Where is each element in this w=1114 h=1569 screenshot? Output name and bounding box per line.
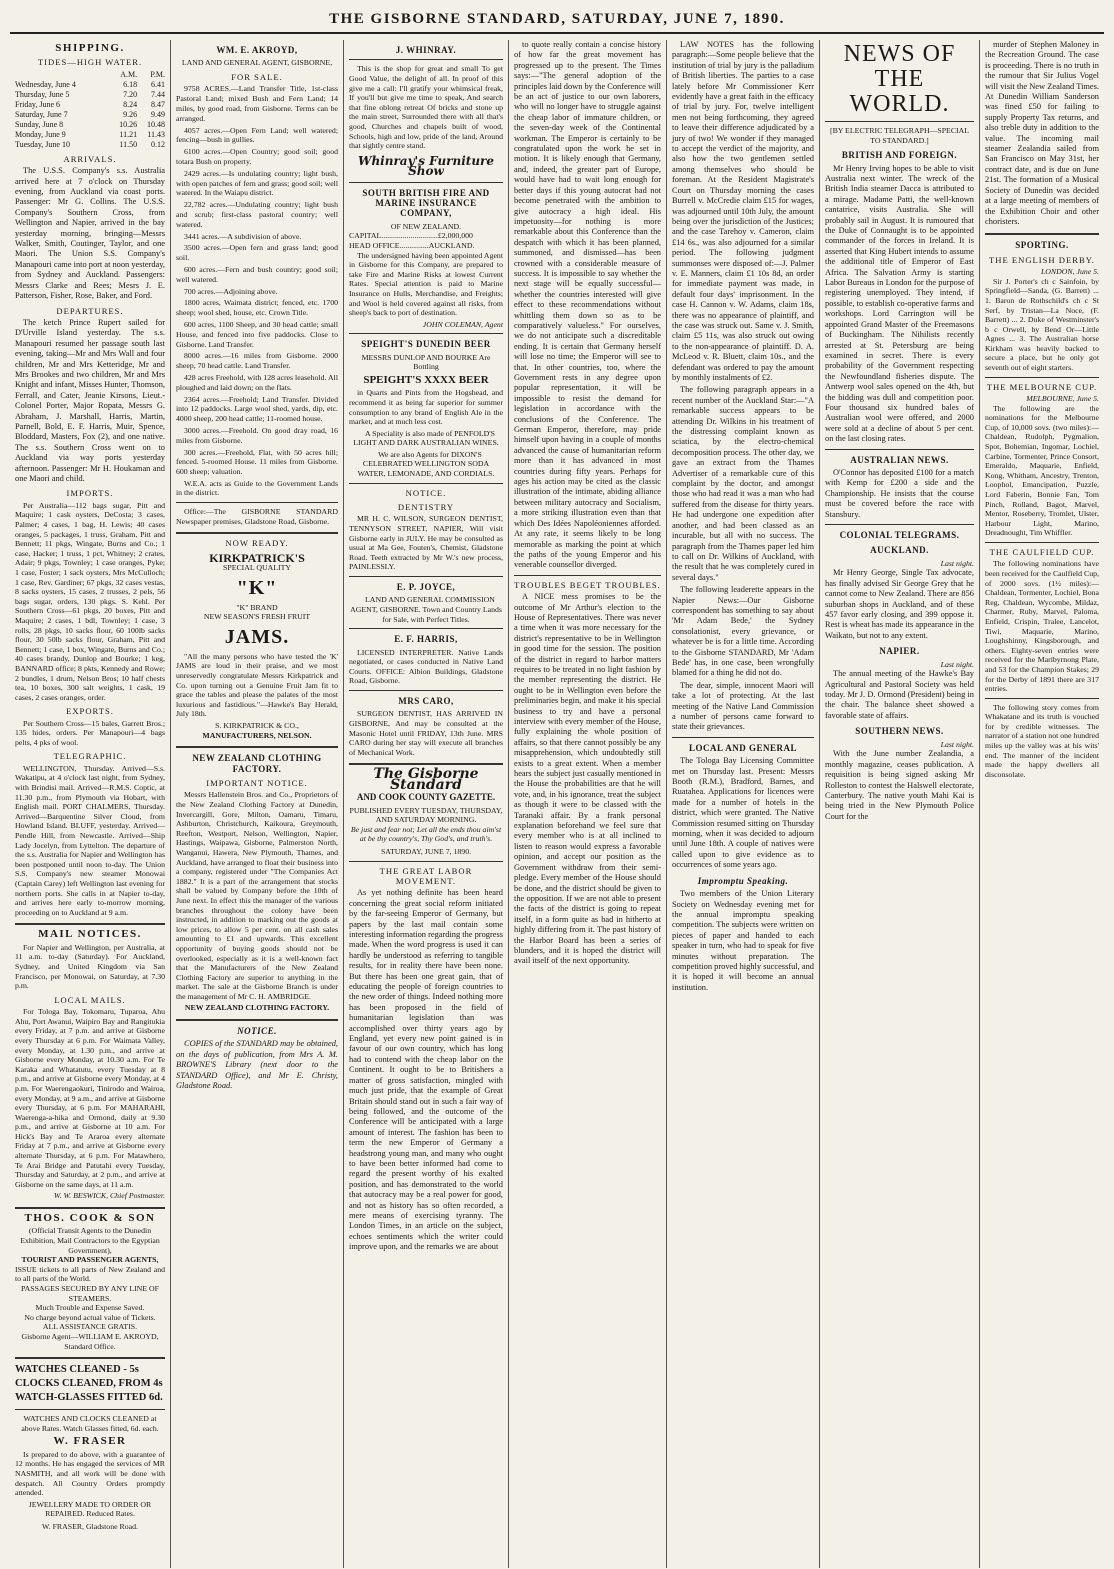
column-5 xyxy=(667,40,820,1568)
south-british-sub: OF NEW ZEALAND. xyxy=(390,221,462,231)
list-item: 4057 acres.—Open Fern Land; well watered; fencing—bush in gullies. xyxy=(176,125,338,145)
melbourne-date: MELBOURNE, June 5. xyxy=(1026,394,1099,404)
list-item: 8000 acres.—16 miles from Gisborne. 2000 sheep, 70 head cattle. Land Transfer. xyxy=(176,351,338,371)
akroyd-subheading: LAND AND GENERAL AGENT, GISBORNE, xyxy=(181,58,333,68)
kirkpatrick-jams: JAMS. xyxy=(224,625,290,648)
divider xyxy=(514,575,661,576)
article-text: The dear, simple, innocent Maori will take a lot of protecting. At the last meeting of the Native Land Commission a number of persons came forward to state their grievances. xyxy=(672,680,814,732)
derby-text: Sir J. Porter's ch c Sainfoin, by Springfield—Sanda, (G. Barrett) ... 1. Baron de Rothschild's ch c St Serf, by Tristan—La Noce, (F. Barrett) ... 2. Duke of Westminster's b c Orwell, by Bend Or—Little Agnes ... 3. The Australian horse Kirkham was heavily backed to secure a place, but he only got seventh out of eight starters. xyxy=(985,276,1099,373)
speight-special: A Speciality is also made of PENFOLD'S LIGHT AND DARK AUSTRALIAN WINES. xyxy=(353,428,499,448)
nz-clothing-text: Messrs Hallenstein Bros. and Co., Proprietors of the New Zealand Clothing Factory at Dunedin, Invercargill, Gore, Milton, Oamaru, Timaru, Ashburton, Christchurch, Kaikoura, Greymouth, Reefton, Westport, Nelson, Wellington, Napier, Hastings, Waipawa, Gisborne, Palmerston North, Wanganui, Hawera, New Plymouth, Thames, and Auckland, have arranged to float their business into a company, registered under "The Companies Act 1882." It is a part of the arrangement that stocks shall be valued by Company before the 10th of June next. In effect this the manager of the various branches throughout the colony have been instructed, in addition to marking out the goods at low prices, to allow 5 per cent. on all cash sales amounting to £1 and upwards. This excellent opportunity of buying goods should not be overlooked, especially as it is a well-known fact that the Manufacturers of the New Zealand Clothing Factory are superior to anything in the market. The sale at the Gisborne Branch is under the management of Mr C. H. AMBRIDGE. xyxy=(176,790,338,1001)
divider xyxy=(176,746,338,748)
labor-heading: THE GREAT LABOR MOVEMENT. xyxy=(379,865,473,886)
dentistry-heading: DENTISTRY xyxy=(397,502,455,513)
head-office-line: HEAD OFFICE...............AUCKLAND. xyxy=(349,240,475,250)
article-text: The following leaderette appears in the Napier News:—Our Gisborne correspondent has something to say about 'Mr Adam Bede,' the Sydney consolationist, every grievance, or whatever be is for a little time. According to the Gisborne STANDARD, Mr 'Adam Bede' has, in one case, been wrongfully blamed for a thing he did not do. xyxy=(672,585,814,678)
british-foreign-text: Mr Henry Irving hopes to be able to visit Australia next winter. The wreck of the British India steamer Dacca is attributed to a mirage. Madame Patti, the well-known cantatrice, visits Australia. She will probably sail in August. It is rumoured that the Duke of Connaught is to be appointed commander of the forces in Ireland. It is asserted that King Hubert intends to assume the additional title of Emperor of East Africa. The Salvation Army is starting Labor Bureaus in London for the purpose of registering unemployed. They intend, if possible, to establish co-operative farms and workshops. Lord Carrington will be appointed Grand Master of the Freemasons of Buckingham. The Nihilists recently arrested at St. Petersburg are being examined in secret. There is every probability of the Government respecting the Newfoundland fisheries dispute. The Antwerp wool sales opened on the 4th, but the bidding was dull and competition poor. Four thousand six hundred bales of Australian wool were offered, and 2000 were sold at a decline of about 5 per cent. on the last closing rates. xyxy=(825,163,974,444)
derby-heading: THE ENGLISH DERBY. xyxy=(989,254,1095,265)
table-row: Friday, June 6 8.24 8.47 xyxy=(15,99,165,109)
impromptu-heading: Impromptu Speaking. xyxy=(697,875,789,886)
list-item: 3000 acres.—Freehold. On good dray road, 16 miles from Gisborne. xyxy=(176,425,338,445)
divider xyxy=(672,737,814,738)
melbourne-cup-heading: THE MELBOURNE CUP. xyxy=(986,381,1098,392)
southern-heading: SOUTHERN NEWS. xyxy=(855,726,944,737)
shipping-heading: SHIPPING. xyxy=(55,42,125,54)
divider xyxy=(985,233,1099,235)
watches-line: CLOCKS CLEANED, FROM 4s xyxy=(15,1378,163,1390)
cook-line: Gisborne Agent—WILLIAM E. AKROYD, Standard Office. xyxy=(21,1331,159,1351)
cook-heading: THOS. COOK & SON xyxy=(24,1212,156,1225)
divider xyxy=(985,542,1099,543)
table-row: Saturday, June 7 9.26 9.49 xyxy=(15,109,165,119)
list-item: 6100 acres.—Open Country; good soil; good totara Bush on property. xyxy=(176,147,338,166)
australian-news-text: O'Connor has deposited £100 for a match with Kemp for £200 a side and the Championship. He insists that the course must be covered before the race with Stansbury. xyxy=(825,467,974,519)
australian-news-heading: AUSTRALIAN NEWS. xyxy=(850,454,949,465)
labor-text: As yet nothing definite has been heard concerning the great social reform initiated by the far-seeing Emperor of Germany, but papers by the last mail contain some interesting information regarding the progress made. When the word progress is used it can hardly be understood as referring to tangible results, for in reality there have been none. But there has been one great gain, that of educating the people of foreign countries to the new order of things. Indeed nothing more has been proposed in the field of humanitarian legislation than was accomplished over thirty years ago by England, yet every new point gained is in favour of our own country, which has long had to contend with the cheap labor on the Continent. It ought to be to Britishers a matter of gross satisfaction, mingled with much just pride, that the example of Great Britain should stand out in such a fair way of being followed, and the outcome of the Conference will be anticipated with a large amount of interest. The fashion has been to term the new Emperor of Germany a headstrong young man, and many who ought to have been better informed had come to regard the present worthy of his exalted position, and has demonstrated to the world that autocracy may be a real power for good, and not as history has so often recorded, a mere means of exercising tyranny. The London Times, in an article on the subject, echoes sentiments which the writer could improve upon, and the remarks we are about xyxy=(349,888,503,1252)
capital-line: CAPITAL.............................£2,000,000 xyxy=(349,231,473,241)
cook-line: ISSUE tickets to all parts of New Zealand and to all parts of the World. xyxy=(15,1264,165,1284)
divider xyxy=(349,576,503,577)
article-text: The following paragraph appears in a recent number of the Auckland Star:—"A remarkable success appears to be attending Dr. Wilkins in his treatment of the distressing complaint known as sciatica, by the electro-chemical decomposition process. The other day, we gave an extract from the Thames Advertiser of a remarkable cure of this complaint by the doctor, and amongst those who had read it was a man who had suffered from the disease for thirty years. He had undergone one expedition after another, and had been classed as an incurable, but all with no success. The paragraph from the Thames paper led him to call on Dr. Wilkins of Auckland, with the result that he was completely cured in several days." xyxy=(672,385,814,582)
southern-date: Last night. xyxy=(940,739,974,749)
auckland-text: Mr Henry George, Single Tax advocate, has finally advised Sir George Grey that he cannot come to New Zealand. There are 856 suburban shops in Auckland, and of these 457 favor early closing, and 399 oppose it. Rest is wheat has made its appearance in the Waikato, but not to any extent. xyxy=(825,568,974,640)
nz-clothing-notice: IMPORTANT NOTICE. xyxy=(206,778,308,789)
office-note: Office:—The GISBORNE STANDARD Newspaper premises, Gladstone Road, Gisborne. xyxy=(176,507,338,526)
column-3 xyxy=(344,40,509,1568)
list-item: 2364 acres.—Freehold; Land Transfer. Divided into 12 paddocks. Large wool shed, yards, dip, etc. 4000 sheep, 200 head cattle; 11-roomed house. xyxy=(176,394,338,424)
southern-text: With the June number Zealandia, a monthly magazine, ceases publication. A requisition is being signed asking Mr Rolleston to contest the Halswell electorate, Canterbury. The native youth Mahi Kai is being tried in the New Plymouth Police Court for the xyxy=(825,749,974,821)
exports-text: Per Southern Cross—15 bales, Garrett Bros.; 135 hides, orders. Per Manapouri—4 bags pelts, 4 pks of wool. xyxy=(15,718,165,747)
local-general-heading: LOCAL AND GENERAL xyxy=(688,742,798,753)
table-row: Wednesday, June 4 6.18 6.41 xyxy=(15,79,165,89)
caro-heading: MRS CARO, xyxy=(398,696,454,706)
cook-line: TOURIST AND PASSENGER AGENTS, xyxy=(21,1255,159,1265)
imports-text: Per Australia—112 bags sugar, Pitt and Maquire; 1 cask oysters, DeCosta; 3 cases, Palmer; 4 cases, 1 bag, H. Lewis; 40 cases oranges, 5 packages, 1 truss, Graham, Pitt and Bennett; 11 pkgs, Wingate, Burns and Co.; 1 case, Hacker; 1 truss, 1 pct, Whitney; 2 crates, Adair; 9 pkgs, Townley; 1 case oranges, Pyke; 1 case, Foster; 1 sack oysters, Mrs McCulloch; 1 case, Rev. Gardiner; 67 pkgs, 32 cases vestas, 8 sacks oysters, 15 cases, 2 trusses, 2 pels, 56 bags sugar, orders, 130 pkgs. S. Kehl. Per Southern Cross—61 pkgs, 20 boxes, Pitt and Maquire; 2 cases, 1 bdl, Townley; 1 case, 3 rolls, 28 pkgs, 10 sacks flour, 60 100lb sacks flour, 30 50lb sacks flour, Graham, Pitt and Bennett; 1 case, 1 box, Wingate, Burns and Co.; 40 cases brandy, Dunlop and Bourke; 1 keg, BANNARD office; 8 pkts, Kennedy and Rowe; 2 bundles, 1 drum, Nelson Bros; 10 half chests tea, 10 boxes, 300 salt weights, 1 cask, 19 cases, 2 cases oranges, order. xyxy=(15,500,165,702)
troubles-heading: TROUBLES BEGET TROUBLES. xyxy=(514,579,661,590)
list-item: 600 acres.—Fern and bush country; good soil; well watered. xyxy=(176,264,338,284)
cook-line: ALL ASSISTANCE GRATIS. xyxy=(42,1322,138,1332)
paper-motto: Be just and fear not; Let all the ends thou aim'st at be thy country's, Thy God's, and truth's. xyxy=(350,824,502,844)
caro-text: SURGEON DENTIST, HAS ARRIVED IN GISBORNE, And may be consulted at the Masonic Hotel until FRIDAY, 13th June. MRS CARO during her stay will execute all branches of Mechanical Work. xyxy=(349,709,503,757)
troubles-text: A NICE mess promises to be the outcome of Mr Arthur's election to the House of Representatives. There was never a time when it was more necessary for the district's representative to be in Wellington in good time for the session. The position of the district in regard to harbor matters requires to be treated in no light fashion by the member representing the district. He ought to be in Wellington even before the preliminaries begin, and make it his special business to try and have a personal interview with every member of the House, fully explaining the whole position of affairs, so that there cannot possibly be any misapprehension, which undoubtedly still exists to a great extent. When a member hears the subject just casually mentioned in the House the probabilities are that he will vote, and, in his ignorance, treat the subject as though it were to be classed with the Taranaki affair. By a frank personal explanation beforehand we feel sure that every member who is at all inclined to listen to reason would express a favorable opinion, and accept our position as the Government withdraw from their semi-pledge. Every member of the House should be done, and the district should be given to the opposition. If we are not able to present the facts of the district is going to repeat itself, in a form quite as bad in hitherto at highly differing from it. The past history of the Harbor Board has been a series of blunders, and it is hoped the district will avail itself of the next opportunity. xyxy=(514,592,661,966)
list-item: 600 acres, 1100 Sheep, and 30 head cattle; small House, and fenced into five paddocks. Close to Gisborne. Land Transfer. xyxy=(176,319,338,349)
derby-date: LONDON, June 5. xyxy=(1040,267,1099,277)
divider xyxy=(349,483,503,484)
list-item: 3441 acres.—A subdivision of above. xyxy=(184,231,302,241)
cook-line: PASSAGES SECURED BY ANY LINE OF STEAMERS. xyxy=(21,1284,159,1303)
telegraphic-text: WELLINGTON, Thursday. Arrived—S.s. Wakatipu, at 4 o'clock last night, from Sydney, with Brindisi mail. Arrived—R.M.S. Coptic, at 11.30 p.m., from Plymouth via Hobart, with English mail. PORT CHALMERS, Thursday. Arrived—Barquentine Silver Cloud, from Howland Island. BLUFF, yesterday. Arrived—Pendle Hill, from Newcastle. Arrived—Ship Lady Jocelyn, from Lyttelton. The departure of the s.s. Australia for Napier and Wellington has been postponed until noon to-day. The Union S.S. Company's new steamer Monowai (Captain Carey) left Wellington last evening for northern ports. She calls in at Napier to-day, and arrives here early to-morrow morning, proceeding on to Auckland at 9 a.m. xyxy=(15,763,165,917)
divider xyxy=(985,377,1099,378)
wea-note: W.E.A. acts as Guide to the Government Lands in the district. xyxy=(176,478,338,498)
kirkpatrick-fruit: NEW SEASON'S FRESH FRUIT xyxy=(203,612,311,622)
list-item: 1800 acres, Waimata district; fenced, etc. 1700 sheep; wool shed, house, etc. Crown Title. xyxy=(176,298,338,318)
divider xyxy=(15,923,165,925)
notice-heading: NOTICE. xyxy=(237,1026,277,1037)
watches-line: WATCH-GLASSES FITTED 6d. xyxy=(15,1392,163,1404)
paper-title: The Gisborne Standard xyxy=(373,766,479,793)
notice-text: COPIES of the STANDARD may be obtained, on the days of publication, from Mrs A. M. BROWNE'S Library (next door to the STANDARD Office), and Mr E. Christy, Gladstone Road. xyxy=(176,1039,338,1091)
table-row: Monday, June 9 11.21 11.43 xyxy=(15,129,165,139)
divider xyxy=(176,532,338,534)
kirkpatrick-location: MANUFACTURERS, NELSON. xyxy=(202,730,312,740)
column-1 xyxy=(10,40,171,1568)
fraser-foot: JEWELLERY MADE TO ORDER OR REPAIRED. Reduced Rates. xyxy=(28,1499,152,1519)
divider xyxy=(985,698,1099,699)
local-general-text: The Tologa Bay Licensing Committee met on Thursday last. Present: Messrs Booth (R.M.), Bradford, Barnes, and Ruatahea. Applications for licences were made for a number of hotels in the district, which were granted. The Native Commission resumed sitting on Thursday morning, when it was decided to adjourn until June 18th. A couple of natives were called upon to give evidence as to occurrences of some years ago. xyxy=(672,756,814,870)
table-row: Tuesday, June 10 11.50 0.12 xyxy=(15,139,165,149)
speight-agents: We are also Agents for DIXON'S CELEBRATED WELLINGTON SODA WATER, LEMONADE, AND CORDIALS. xyxy=(357,449,495,479)
nz-clothing-foot: NEW ZEALAND CLOTHING FACTORY. xyxy=(184,1003,330,1013)
departures-text: The ketch Prince Rupert sailed for D'Urville Island yesterday. The s.s. Manapouri resumed her passage south last evening, taking—Mr and Mrs Wall and four children, Mr and Mrs Ketteridge, Mr and Mrs Brookes and two children, Mr and Mrs Knight and infant, Misses Hunter, Thomson, Ferrall, and Cater, Jeanie Kirsons, Lieut.-Colonel Porter, Major Ropata, Messrs G. Abraham, J. Marshall, Harris, Martin, Parnell, Bold, E. F. Harris, Muir, Spence, Bloddard, Masters, Fox (2), and one native. The s.s. Southern Cross went on to Auckland via way ports yesterday afternoon. Passenger: Mr H. Houkaman and one Maori and child. xyxy=(15,317,165,483)
list-item: 3500 acres.—Open fern and grass land; good soil. xyxy=(176,243,338,263)
divider xyxy=(15,1357,165,1359)
columns xyxy=(10,40,1104,1568)
mail-text: For Napier and Wellington, per Australia, at 11 a.m. to-day (Saturday). For Auckland, Sydney, and United Kingdom via San Francisco, per Monowai, on Saturday, at 7.30 p.m. xyxy=(15,942,165,991)
harris-heading: E. F. HARRIS, xyxy=(394,634,458,645)
telegraphic-heading: TELEGRAPHIC. xyxy=(53,751,127,762)
kirkpatrick-brand: "K" BRAND xyxy=(236,602,278,612)
list-item: 428 acres Freehold, with 128 acres leasehold. All ploughed and laid down; on the flats. xyxy=(176,372,338,392)
akroyd-heading: WM. E. AKROYD, xyxy=(216,45,298,55)
colonial-heading: COLONIAL TELEGRAMS. xyxy=(839,530,960,540)
divider xyxy=(349,690,503,691)
divider xyxy=(349,333,503,334)
kirkpatrick-text: "All the many persons who have tested the 'K' JAMS are loud in their praise, and we most unreservedly congratulate Messrs Kirkpatrick and Co. upon turning out a Genuine Fruit Jam fit to grace the tables and please the palates of the most luxurious and fastidious."—Hawke's Bay Herald, July 18th. xyxy=(176,651,338,719)
divider xyxy=(349,59,503,60)
cook-line: Much Trouble and Expense Saved. xyxy=(35,1303,145,1313)
speight-xxxx: SPEIGHT'S XXXX BEER xyxy=(363,373,489,386)
tides-table xyxy=(15,70,165,150)
mail-signature: W. W. BESWICK, Chief Postmaster. xyxy=(53,1191,165,1201)
kirkpatrick-quality: SPECIAL QUALITY xyxy=(223,563,291,573)
divider xyxy=(15,1409,165,1410)
dentistry-text: MR H. C. WILSON, SURGEON DENTIST, TENNYSON STREET, NAPIER, Will visit Gisborne early in JULY. He may be consulted as usual at Ma Gee, Fouten's, Chemist, Gladstone Road. Teeth extracted by Mr W.'s new process, PAINLESSLY. xyxy=(349,514,503,572)
imports-heading: IMPORTS. xyxy=(66,488,114,499)
divider xyxy=(349,182,503,183)
speight-heading: SPEIGHT'S DUNEDIN BEER xyxy=(361,339,491,350)
whinray-poem: This is the shop for great and small To get Good Value, the delight of all. In proof of this give me a call: I'll gratify your whimsical freak, If you'll but give me time to speak, And search that fine oblong retreat Of bricks and stone up the main street, Surrounded there with all that's good, Churches and chapels built of wood, Schools, high and low, pride of the land, Around that sightly centre stand. xyxy=(349,64,503,151)
paper-subtitle: AND COOK COUNTY GAZETTE. xyxy=(356,792,496,803)
auckland-date: Last night. xyxy=(940,558,974,568)
arrivals-heading: ARRIVALS. xyxy=(63,153,117,164)
kirkpatrick-company: S. KIRKPATRICK & CO., xyxy=(215,721,299,731)
divider xyxy=(825,524,974,525)
napier-date: Last night. xyxy=(940,659,974,669)
kirkpatrick-k: "K" xyxy=(236,576,278,599)
masthead: THE GISBORNE STANDARD, SATURDAY, JUNE 7, 1890. xyxy=(10,6,1104,34)
arrivals-text: The U.S.S. Company's s.s. Australia arrived here at 7 o'clock on Thursday evening, from Auckland via coast ports. Passenger: Mr G. Collins. The U.S.S. Company's Southern Cross, from Wellington and Napier, arrived in the bay yesterday morning, bringing—Messrs Walker, Smith, Coutinger, Taylor, and one Maori. The Union S.S. Company's Manapouri came into port at noon yesterday, from Sydney and Auckland. Passengers: Messrs Clarke and Rees; Mesrs J. E. Patterson, Fisher, Rose, Baker, and Ford. xyxy=(15,166,165,301)
divider xyxy=(15,1207,165,1209)
british-foreign-heading: BRITISH AND FOREIGN. xyxy=(841,150,958,161)
banner-subheading: [BY ELECTRIC TELEGRAPH—SPECIAL TO STANDARD.] xyxy=(829,126,970,145)
table-row: Sunday, June 8 10.26 10.48 xyxy=(15,119,165,129)
watches-note: WATCHES AND CLOCKS CLEANED at above Rates. Watch Glasses fitted, 6d. each. xyxy=(21,1414,159,1433)
dentistry-notice: NOTICE. xyxy=(405,487,447,498)
local-mails-heading: LOCAL MAILS. xyxy=(54,994,126,1005)
exports-heading: EXPORTS. xyxy=(66,706,114,717)
divider xyxy=(349,763,503,765)
column-4 xyxy=(509,40,667,1568)
fraser-address: W. FRASER, Gladstone Road. xyxy=(42,1521,138,1531)
paper-publication: PUBLISHED EVERY TUESDAY, THURSDAY, AND SATURDAY MORNING. xyxy=(349,805,503,825)
divider xyxy=(349,861,503,862)
column-7 xyxy=(980,40,1104,1568)
south-british-heading: SOUTH BRITISH FIRE AND MARINE INSURANCE COMPANY, xyxy=(362,187,490,219)
column-6 xyxy=(820,40,980,1568)
divider xyxy=(825,449,974,450)
table-row: Thursday, June 5 7.20 7.44 xyxy=(15,89,165,99)
south-british-signature: JOHN COLEMAN, Agent xyxy=(422,319,503,329)
closing-text: The following story comes from Whakatane and its truth is vouched for by credible witnesses. The narrator of a station not one hundred miles up the valley was at his wits' end. The manner of the incident made the happy dwellers all disconsolate. xyxy=(985,702,1099,779)
harris-text: LICENSED INTERPRETER. Native Lands negotiated, or cases conducted in Native Land Courts. OFFICE: Albion Buildings, Gladstone Road, Gisborne. xyxy=(349,647,503,686)
news-of-the-world-banner: NEWS OF THE WORLD. xyxy=(843,41,956,117)
joyce-text: LAND AND GENERAL COMMISSION AGENT, GISBORNE. Town and Country Lands for Sale, with Perfect Titles. xyxy=(350,595,502,624)
list-item: 2429 acres.—Is undulating country; light bush, with open patches of fern and grass; good soil; well watered. In the Waiapu district. xyxy=(176,168,338,198)
whinray-heading: J. WHINRAY. xyxy=(395,45,457,55)
impromptu-text: Two members of the Union Literary Society on Wednesday evening met for the annual impromptu speaking competition. The subjects were written on pieces of paper and handed to each speaker in turn, who had to speak for five minutes without preparation. The competition proved highly successful, and it is hoped it will become an annual institution. xyxy=(672,889,814,992)
column-2 xyxy=(171,40,344,1568)
tides-header-row: A.M. P.M. xyxy=(120,69,165,79)
list-item: 700 acres.—Adjoining above. xyxy=(184,286,278,296)
editorial-text: to quote really contain a concise history of how far the great movement has progressed up to the present. The Times says:—"The general adoption of the principles laid down by the Conference will be an act of justice to our own laborers, who will no longer have to struggle against the cheap labor of immature children, or the seven-day week of the Continental workman. The Emperor is certainly to be congratulated upon the work he set in motion. It is likely enough that Germany, and, indeed, the greater part of Europe, would have had to wait long enough for better days if this young autocrat had not become penetrated with the ambition to give autocracy a high ideal. His impetuosity—for nothing is more remarkable about this Conference than the despatch with which it has been planned, summoned, and dismissed—has been crowned with a considerable measure of success. It is impossible to say whether the next stage will be equally successful—whether the countries interested will give effect to these recommendations without whittling them down so as to be comparatively valueless." For ourselves, we do not anticipate such a discreditable ending. It is certain that Germany herself will lose no time; the Emperor will see to that. In other countries, too, where the Government rests in any degree upon popular representation, it will be impossible to resist the demand for legislation in accordance with the conclusions of the Conference. The German Emperor, therefore, may pride himself upon having in a couple of months advanced the cause of humanitarian reform more than it has advanced in most countries during fifty years. Perhaps for ages his action may be cited as the classic illustration of the intimate, abiding alliance between military autocracy and Socialism, a more striking illustration even than that which Des Idées Napoléoniennes afforded. At any rate, it seems likely to be long memorable as marking the point at which the paths of the young Emperor and his venerable counsellor diverged. xyxy=(514,40,661,570)
fraser-heading: W. FRASER xyxy=(53,1435,127,1448)
departures-heading: DEPARTURES. xyxy=(56,305,124,316)
divider xyxy=(349,628,503,629)
tides-heading: TIDES—HIGH WATER. xyxy=(37,57,143,68)
nz-clothing-heading: NEW ZEALAND CLOTHING FACTORY. xyxy=(192,753,322,774)
divider xyxy=(176,502,338,503)
cook-line: (Official Transit Agents to the Dunedin Exhibition, Mail Contractors to the Egyptian Government), xyxy=(20,1226,160,1255)
kirkpatrick-heading: KIRKPATRICK'S xyxy=(209,550,305,565)
article-text: LAW NOTES has the following paragraph:—Some people believe that the institution of trial by jury is the palladium of British liberties. The parties to a case lately before Mr Commissioner Kerr evidently have a great faith in the efficacy of trial by jury. For, twelve intelligent men not being forthcoming, they agreed to leave their difference adjudicated by a jury of two! We wonder if they managed to accept the verdict of the majority, and also how the two gentlemen settled among themselves who should be foreman. At the Resident Magistrate's Court on Thursday morning the cases Burrell v. McCredie claim £15 for wages, was adjourned until 10th July, the amount being over the jurisdiction of the Justices; and the case Tarehoy v. Cameron, claim £14 6s., was also adjourned for a similar period. The following judgment summonses were disposed of:—J. Palmer v. E. Manners, claim £1 10s 8d, an order for immediate payment was made, in default four days' imprisonment. In the case H. Cannon v. W. Adams, claim 18s, there was no appearance of plaintiff, and the case was struck out. Same v. J. Smith, claim £5 11s, was also struck out owing to the non-appearance of plaintiff. D. A. McLeod v. R. Bluett, claim 10s., and the defendant was ordered to pay the amount by monthly instalments of £2. xyxy=(672,40,814,382)
paper-date: SATURDAY, JUNE 7, 1890. xyxy=(380,846,472,856)
divider xyxy=(176,1019,338,1021)
napier-heading: NAPIER. xyxy=(879,646,920,657)
napier-text: The annual meeting of the Hawke's Bay Agricultural and Pastoral Society was held today. Mr J. D. Ormond (President) being in the chair. The balance sheet showed a favorable state of affairs. xyxy=(825,669,974,720)
speight-text: in Quarts and Pints from the Hogshead, and recommend it as being far superior for summer consumption to any brand of English Ale in the market, and at much less cost. xyxy=(349,388,503,427)
caulfield-cup-heading: THE CAULFIELD CUP. xyxy=(989,546,1095,557)
list-item: 9758 ACRES.—Land Transfer Title, 1st-class Pastoral Land; mixed Bush and Fern Land; 14 miles, by good road, from Gisborne. Terms can be arranged. xyxy=(176,84,338,123)
now-ready-heading: NOW READY. xyxy=(225,538,289,549)
cook-line: No charge beyond actual value of Tickets. xyxy=(24,1312,156,1322)
speight-sub: MESSRS DUNLOP AND BOURKE Are Bottling xyxy=(361,352,491,372)
watches-line: WATCHES CLEANED - 5s xyxy=(15,1364,139,1376)
list-item: 300 acres.—Freehold, Flat, with 50 acres hill; fenced. 5-roomed House. 11 miles from Gisborne. 600 sheep; valuation. xyxy=(176,447,338,477)
caulfield-text: The following nominations have been received for the Caulfield Cup, of 2000 sovs. (1½ miles):—Chaldean, Tormenter, Lochiel, Bona Reg, Chaldean, Wycombe, Mildaz, Charmer, Ruby, Marvel, Paloma, Enfield, Crispin, Tralee, Lancelot, Tiwi, Maquarie, Marino, Loughshinny, Kingsborough, and others. Eighty-seven entries were received for the Maribyrnong Plate, and 53 for the Champion Stakes; 29 for the Derby of 1891 there are 317 entries. xyxy=(985,559,1099,694)
joyce-heading: E. P. JOYCE, xyxy=(396,582,456,593)
furniture-show-heading: Whinray's Furniture Show xyxy=(357,153,495,179)
fraser-text: Is prepared to do above, with a guarantee of 12 months. He has engaged the services of MR NASMITH, and all work will be done with despatch. All Country Orders promptly attended. xyxy=(15,1449,165,1498)
south-british-text: The undersigned having been appointed Agent in Gisborne for this Company, are prepared to take Fire and Marine Risks at lowest Current Rates. Special attention is paid to Marine Insurance on Hulls, Merchandise, and Freights; and Wool is held covered against all risks, from sheep's back to port of destination. xyxy=(349,250,503,318)
article-text: murder of Stephen Maloney in the Recreation Ground. The case is proceeding. There is no truth in the rumour that Sir Julius Vogel will visit the New Zealand Times. At Dunedin William Sanderson was fined £50 for failing to supply Property Tax returns, and also treble duty in addition to the value. The incoming mail steamer Zealandia sailed from San Francisco on May 31st, her contract date, and is due on June 21st. The formation of a Musical Society of Dunedin was decided at a large meeting of members of the Exhibition Choir and other choristers. xyxy=(985,40,1099,226)
list-item: 22,782 acres.—Undulating country; light bush and scrub; first-class pastoral country; well watered. xyxy=(176,200,338,229)
local-mails-text: For Tologa Bay, Tokomaru, Tuparoa, Ahu Ahu, Port Awanui, Waipiro Bay and Rangitukia every Friday, at 7 p.m. and arrive at Gisborne every Thursday at 6 p.m. For Waimata Valley, every Monday, at 1.30 p.m., and arrive at Gisborne every Monday, at 10.30 a.m. For Te Karaka and Whatatutu, every Tuesday at 8 p.m., and arrive at Gisborne every Monday, at 4 p.m. For Waerengaokuri, Tinirodo and Wairoa, every Monday, at 9 a.m., and arrive at Gisborne every Thursday, at 6 p.m. For MAHARAHI, Waerenga-a-hika and Ormond, daily at 9.30 p.m., and arrive at Gisborne at 10 a.m. For Hick's Bay and Te Araroa every alternate Friday at 7 p.m., and arrive at Gisborne every alternate Thursday, at 6 p.m. For Matawhero, Te Arai Bridge and Patutahi every Tuesday, Thursday and Saturday, at 2 p.m., and arrive at Gisborne on the same days, at 11 a.m. xyxy=(15,1007,165,1189)
for-sale-heading: FOR SALE. xyxy=(231,72,283,82)
divider xyxy=(825,121,974,122)
melbourne-text: The following are the nominations for the Melbourne Cup, of 10,000 sovs. (two miles):—Chaldean, Rudolph, Pygmalion, Spot, Bohemian, Ingomar, Lochiel, Carbine, Tormenter, Prince Consort, Emeraldo, Maquarie, Enfield, Kong, Whitham, Ancestry, Trenton, Loophol, Emancipation, Puzzle, Lord Faberin, Bonnie Fan, Tom Pinch, Rolland, Bagot, Marvel, Mentor, Roseberry, Tromlet, Ulster, Harbour Light, Marino, Dreadnought, Tim Whiffler. xyxy=(985,403,1099,538)
mail-notices-heading: MAIL NOTICES. xyxy=(38,928,142,941)
auckland-heading: AUCKLAND. xyxy=(870,545,929,556)
sporting-heading: SPORTING. xyxy=(1015,240,1069,251)
